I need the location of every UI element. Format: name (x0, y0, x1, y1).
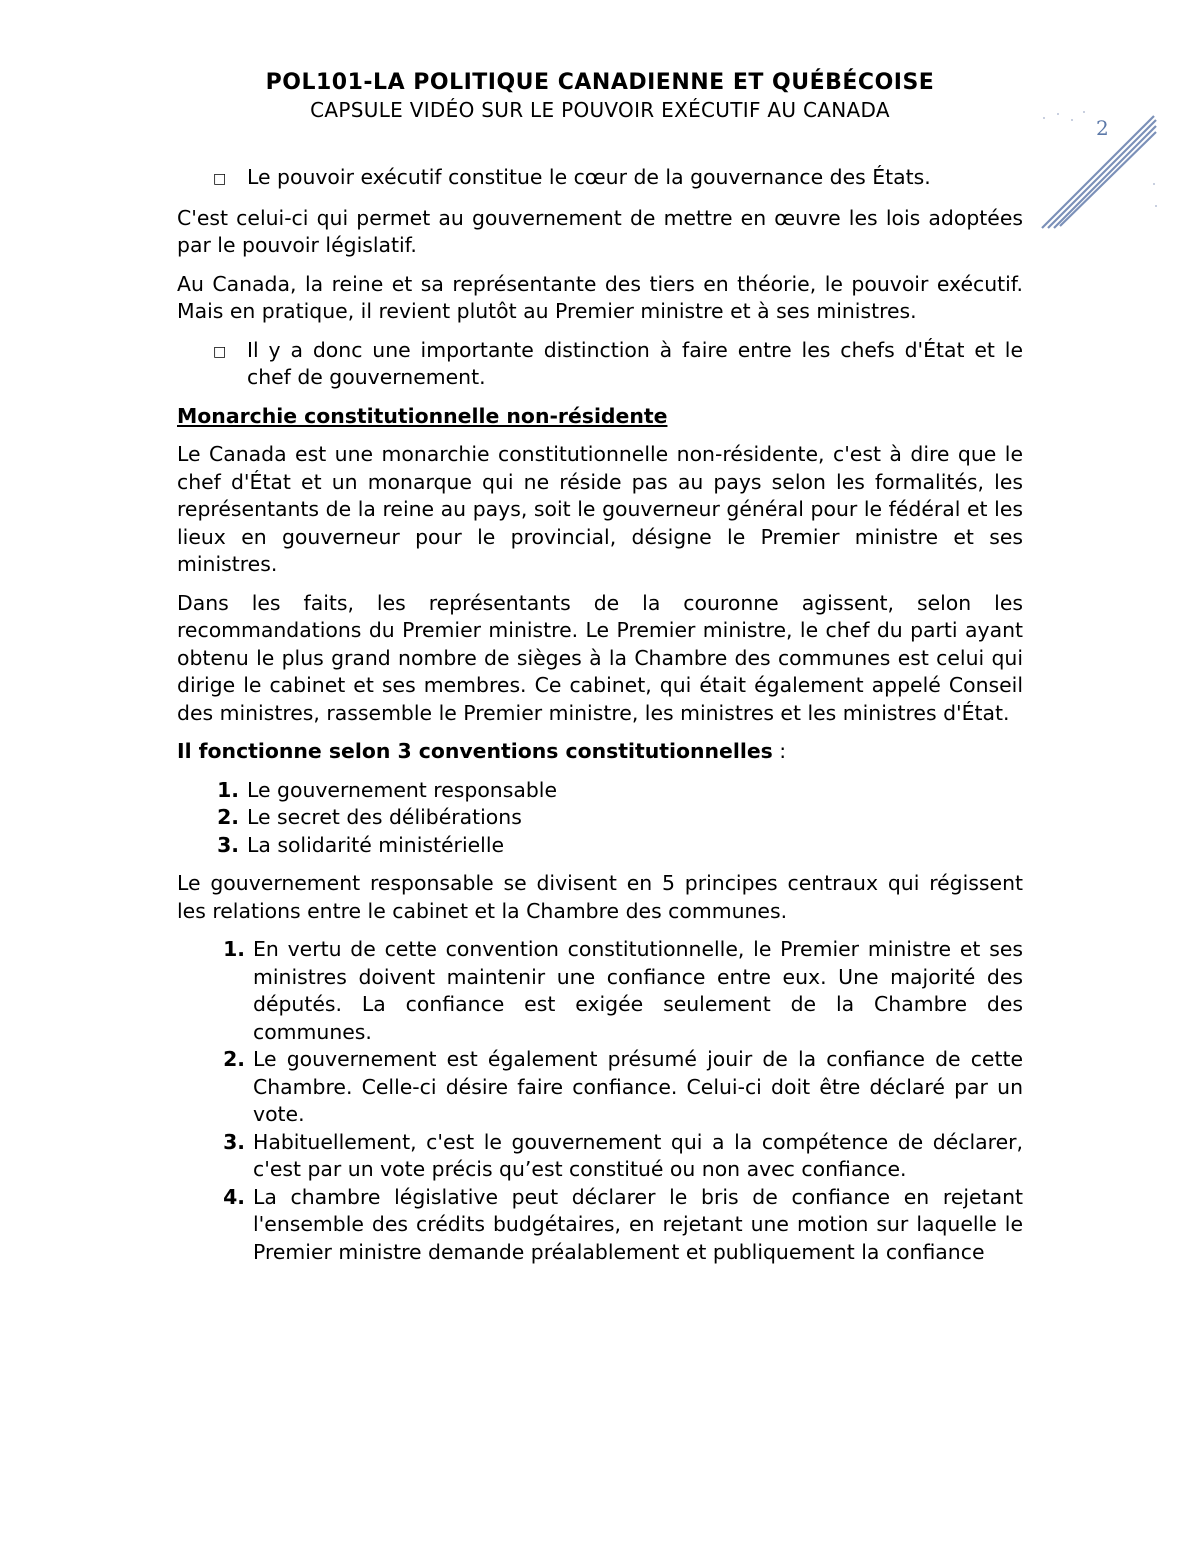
list-item (177, 832, 1023, 860)
paragraph: Au Canada, la reine et sa représentante des tiers en théorie, le pouvoir exécutif. Mais en pratique, il revient plutôt au Premier ministre et à ses ministres. (177, 271, 1023, 323)
list-text: Le gouvernement responsable (247, 777, 558, 802)
document-title: POL101-LA POLITIQUE CANADIENNE ET QUÉBÉCOISE (265, 70, 935, 95)
principles-list (177, 936, 1023, 1266)
list-number: 2. (217, 805, 239, 829)
list-number: 3. (217, 832, 239, 857)
conventions-list (177, 777, 1023, 860)
bullet-item (177, 337, 1023, 392)
document-subtitle: CAPSULE VIDÉO SUR LE POUVOIR EXÉCUTIF AU CANADA (310, 98, 890, 122)
bullet-item (177, 164, 1023, 194)
list-text: Le secret des délibérations (247, 805, 522, 829)
list-text: Habituellement, c'est le gouvernement qui a la compétence de déclarer, c'est par un vote précis qu’est constitué ou non avec confiance. (253, 1129, 1023, 1181)
list-text: La chambre législative peut déclarer le bris de confiance en rejetant l'ensemble des crédits budgétaires, en rejetant une motion sur laquelle le Premier ministre demande préalablement et publiquement la confiance (253, 1184, 1023, 1264)
list-number: 1. (223, 937, 245, 961)
conventions-intro-text: Il fonctionne selon 3 conventions constitutionnelles (177, 739, 773, 763)
list-item (177, 1184, 1023, 1267)
list-item (177, 936, 1023, 1046)
paragraph: Le gouvernement responsable se divisent en 5 principes centraux qui régissent les relations entre le cabinet et la Chambre des communes. (177, 871, 1023, 923)
list-item (177, 804, 1023, 832)
bullet-icon: □ (213, 343, 227, 360)
list-item (177, 1046, 1023, 1129)
list-number: 4. (223, 1184, 245, 1209)
list-number: 1. (217, 777, 239, 802)
list-text: En vertu de cette convention constitutionnelle, le Premier ministre et ses ministres doivent maintenir une confiance entre eux. Une majorité des députés. La confiance est exigée seulement de la Chambre des communes. (253, 937, 1023, 1044)
bullet-text: Il y a donc une importante distinction à faire entre les chefs d'État et le chef de gouvernement. (247, 337, 1023, 389)
conventions-intro (177, 738, 1023, 766)
page-number: 2 (1096, 116, 1109, 140)
paragraph: C'est celui-ci qui permet au gouvernement de mettre en œuvre les lois adoptées par le pouvoir législatif. (177, 205, 1023, 257)
bullet-text: Le pouvoir exécutif constitue le cœur de la gouvernance des États. (247, 165, 931, 189)
paragraph: Le Canada est une monarchie constitutionnelle non-résidente, c'est à dire que le chef d'État et un monarque qui ne réside pas au pays selon les formalités, les représentants de la reine au pays, soit le gouverneur général pour le fédéral et les lieux en gouverneur pour le provincial, désigne le Premier ministre et ses ministres. (177, 442, 1023, 576)
list-text: Le gouvernement est également présumé jouir de la confiance de cette Chambre. Celle-ci désire faire confiance. Celui-ci doit être déclaré par un vote. (253, 1047, 1023, 1126)
paragraph: Dans les faits, les représentants de la couronne agissent, selon les recommandations du Premier ministre. Le Premier ministre, le chef du parti ayant obtenu le plus grand nombre de sièges à la Chambre des communes est celui qui dirige le cabinet et ses membres. Ce cabinet, qui était également appelé Conseil des ministres, rassemble le Premier ministre, les ministres et les ministres d'État. (177, 590, 1023, 725)
list-item (177, 1129, 1023, 1184)
list-number: 3. (223, 1129, 245, 1154)
list-text: La solidarité ministérielle (247, 832, 505, 857)
list-item (177, 777, 1023, 805)
list-number: 2. (223, 1047, 245, 1071)
section-heading: Monarchie constitutionnelle non-résidente (177, 403, 668, 428)
bullet-icon: □ (213, 171, 227, 187)
conventions-colon: : (772, 739, 787, 763)
document-body (177, 164, 1023, 1277)
